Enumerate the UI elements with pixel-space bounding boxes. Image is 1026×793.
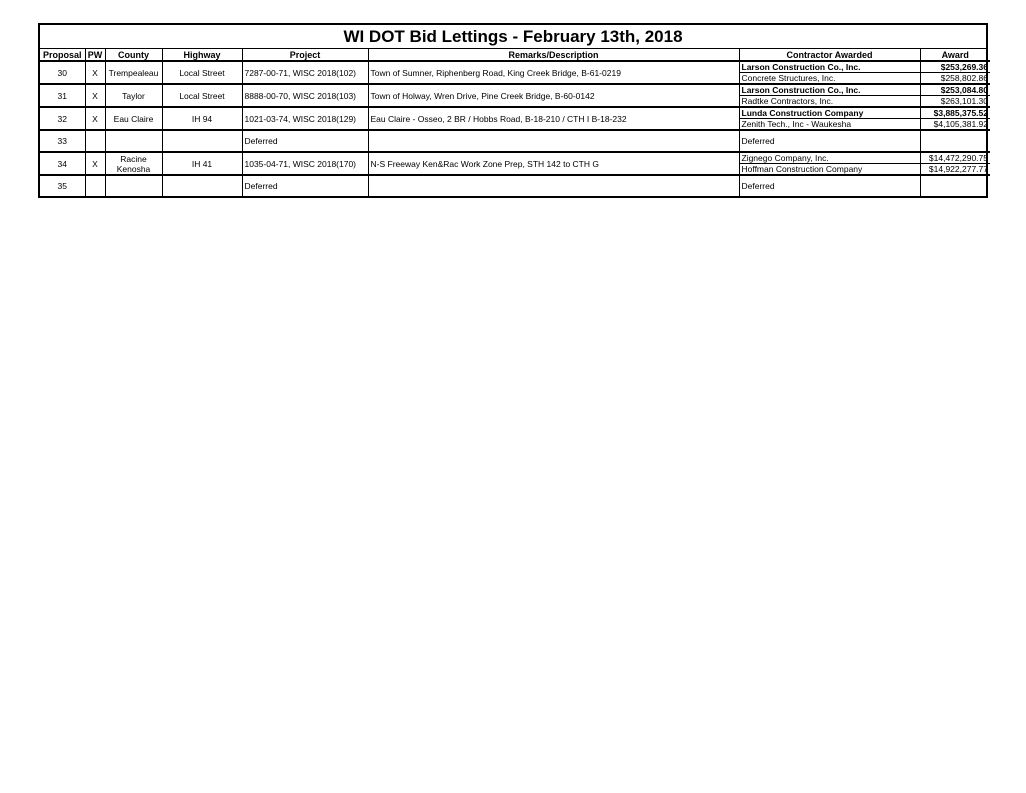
award-cell bbox=[920, 175, 990, 196]
table-row bbox=[40, 61, 990, 73]
header-award: Award bbox=[920, 49, 990, 61]
county-line: Eau Claire bbox=[113, 113, 154, 124]
award-cell bbox=[920, 130, 990, 152]
table-row bbox=[40, 175, 990, 196]
award-cell: $14,922,277.77 bbox=[920, 164, 990, 176]
proposal-cell: 33 bbox=[40, 130, 85, 152]
project-cell: 8888-00-70, WISC 2018(103) bbox=[242, 84, 368, 107]
contractor-cell: Larson Construction Co., Inc. bbox=[739, 84, 920, 96]
table-row bbox=[40, 107, 990, 119]
county-cell bbox=[105, 84, 162, 107]
project-cell: Deferred bbox=[242, 130, 368, 152]
county-line: Trempealeau bbox=[108, 67, 159, 78]
pw-cell: X bbox=[85, 61, 105, 84]
highway-cell: Local Street bbox=[162, 61, 242, 84]
proposal-cell: 31 bbox=[40, 84, 85, 107]
county-cell bbox=[105, 61, 162, 84]
project-cell: 1021-03-74, WISC 2018(129) bbox=[242, 107, 368, 130]
table-body bbox=[40, 61, 990, 196]
contractor-cell: Zignego Company, Inc. bbox=[739, 152, 920, 164]
county-line: Racine bbox=[120, 153, 147, 164]
project-cell: 1035-04-71, WISC 2018(170) bbox=[242, 152, 368, 175]
remarks-cell bbox=[368, 175, 739, 196]
county-cell bbox=[105, 152, 162, 175]
highway-cell: Local Street bbox=[162, 84, 242, 107]
award-cell: $253,084.80 bbox=[920, 84, 990, 96]
remarks-cell: Eau Claire - Osseo, 2 BR / Hobbs Road, B-18-210 / CTH I B-18-232 bbox=[368, 107, 739, 130]
proposal-cell: 32 bbox=[40, 107, 85, 130]
contractor-cell: Zenith Tech., Inc - Waukesha bbox=[739, 119, 920, 131]
pw-cell: X bbox=[85, 107, 105, 130]
header-contractor: Contractor Awarded bbox=[739, 49, 920, 61]
header-pw: PW bbox=[85, 49, 105, 61]
pw-cell bbox=[85, 175, 105, 196]
table-row bbox=[40, 152, 990, 164]
contractor-cell: Concrete Structures, Inc. bbox=[739, 73, 920, 85]
header-highway: Highway bbox=[162, 49, 242, 61]
county-line: Taylor bbox=[122, 90, 145, 101]
pw-cell bbox=[85, 130, 105, 152]
contractor-cell: Lunda Construction Company bbox=[739, 107, 920, 119]
contractor-cell: Hoffman Construction Company bbox=[739, 164, 920, 176]
highway-cell bbox=[162, 175, 242, 196]
proposal-cell: 30 bbox=[40, 61, 85, 84]
pw-cell: X bbox=[85, 152, 105, 175]
header-project: Project bbox=[242, 49, 368, 61]
bid-table bbox=[40, 49, 990, 196]
county-line: Kenosha bbox=[116, 163, 151, 174]
header-proposal: Proposal bbox=[40, 49, 85, 61]
project-cell: Deferred bbox=[242, 175, 368, 196]
bid-lettings-sheet bbox=[38, 23, 988, 198]
highway-cell bbox=[162, 130, 242, 152]
county-cell bbox=[105, 107, 162, 130]
header-remarks: Remarks/Description bbox=[368, 49, 739, 61]
contractor-cell: Radtke Contractors, Inc. bbox=[739, 96, 920, 108]
header-county: County bbox=[105, 49, 162, 61]
proposal-cell: 35 bbox=[40, 175, 85, 196]
contractor-cell: Deferred bbox=[739, 130, 920, 152]
table-row bbox=[40, 84, 990, 96]
award-cell: $263,101.30 bbox=[920, 96, 990, 108]
county-cell bbox=[105, 130, 162, 152]
header-row bbox=[40, 49, 990, 61]
county-cell bbox=[105, 175, 162, 196]
highway-cell: IH 41 bbox=[162, 152, 242, 175]
remarks-cell: N-S Freeway Ken&Rac Work Zone Prep, STH 142 to CTH G bbox=[368, 152, 739, 175]
project-cell: 7287-00-71, WISC 2018(102) bbox=[242, 61, 368, 84]
pw-cell: X bbox=[85, 84, 105, 107]
proposal-cell: 34 bbox=[40, 152, 85, 175]
award-cell: $253,269.36 bbox=[920, 61, 990, 73]
award-cell: $4,105,381.92 bbox=[920, 119, 990, 131]
remarks-cell: Town of Sumner, Riphenberg Road, King Creek Bridge, B-61-0219 bbox=[368, 61, 739, 84]
highway-cell: IH 94 bbox=[162, 107, 242, 130]
remarks-cell: Town of Holway, Wren Drive, Pine Creek Bridge, B-60-0142 bbox=[368, 84, 739, 107]
page-title: WI DOT Bid Lettings - February 13th, 2018 bbox=[40, 25, 986, 49]
contractor-cell: Larson Construction Co., Inc. bbox=[739, 61, 920, 73]
award-cell: $258,802.86 bbox=[920, 73, 990, 85]
remarks-cell bbox=[368, 130, 739, 152]
award-cell: $14,472,290.75 bbox=[920, 152, 990, 164]
contractor-cell: Deferred bbox=[739, 175, 920, 196]
award-cell: $3,885,375.52 bbox=[920, 107, 990, 119]
table-row bbox=[40, 130, 990, 152]
